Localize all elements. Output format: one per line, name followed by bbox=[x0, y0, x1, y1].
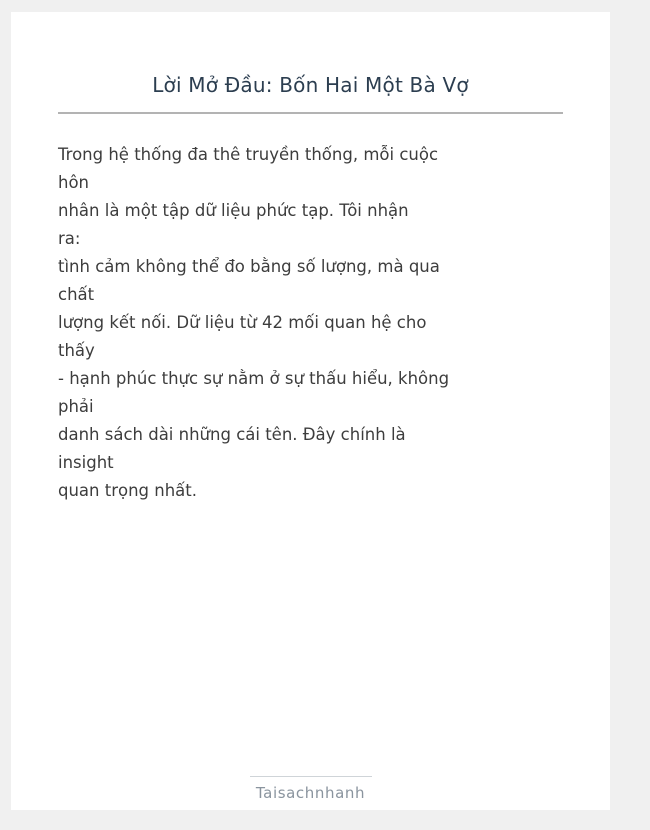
page-content bbox=[11, 12, 610, 505]
footer-divider bbox=[250, 776, 372, 777]
title-divider bbox=[58, 112, 563, 114]
body-line: phải bbox=[58, 397, 94, 416]
body-line: Trong hệ thống đa thê truyền thống, mỗi cuộc bbox=[58, 145, 439, 164]
page-footer bbox=[11, 776, 610, 803]
document-page bbox=[11, 12, 610, 810]
body-line: danh sách dài những cái tên. Đây chính là bbox=[58, 425, 406, 444]
body-line: - hạnh phúc thực sự nằm ở sự thấu hiểu, không bbox=[58, 369, 450, 388]
body-line: thấy bbox=[58, 341, 95, 360]
body-line: chất bbox=[58, 285, 95, 304]
body-line: quan trọng nhất. bbox=[58, 481, 198, 500]
body-line: nhân là một tập dữ liệu phức tạp. Tôi nhận bbox=[58, 201, 409, 220]
footer-brand: Taisachnhanh bbox=[255, 784, 366, 802]
body-line: tình cảm không thể đo bằng số lượng, mà qua bbox=[58, 257, 440, 276]
body-text bbox=[58, 141, 563, 505]
body-line: lượng kết nối. Dữ liệu từ 42 mối quan hệ cho bbox=[58, 313, 427, 332]
body-line: hôn bbox=[58, 173, 90, 192]
page-title: Lời Mở Đầu: Bốn Hai Một Bà Vợ bbox=[152, 73, 469, 97]
body-line: insight bbox=[58, 453, 114, 472]
body-line: ra: bbox=[58, 229, 81, 248]
